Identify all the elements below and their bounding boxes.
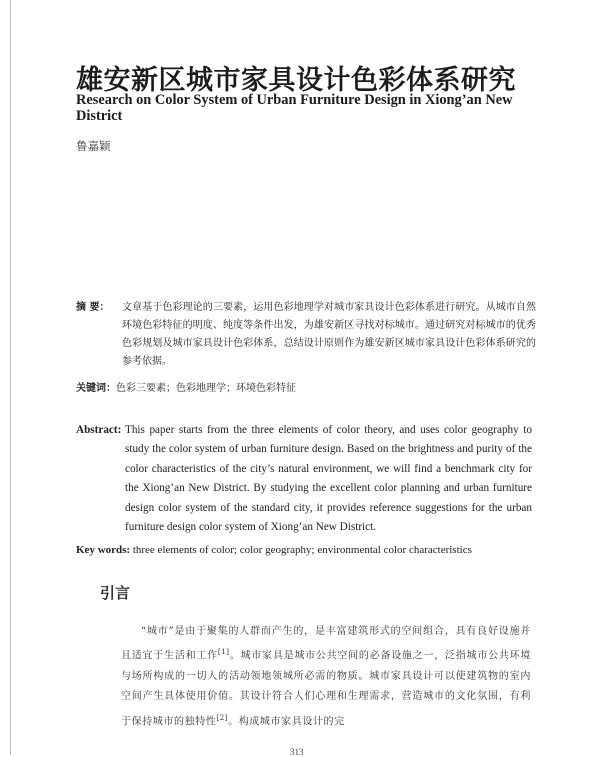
introduction-paragraph [121, 622, 531, 732]
keywords-english-text: three elements of color; color geography; environmental color characteristics [132, 544, 472, 556]
abstract-english [76, 421, 532, 537]
abstract-chinese [76, 299, 536, 371]
intro-text-part3: 。构成城市家具设计的完 [228, 715, 345, 727]
abstract-english-label: Abstract: [76, 424, 122, 436]
citation-ref-2: [2] [216, 713, 229, 722]
abstract-chinese-text: 文章基于色彩理论的三要素，运用色彩地理学对城市家具设计色彩体系进行研究。从城市自然环境色彩特征的明度、纯度等条件出发，为雄安新区寻找对标城市。通过研究对标城市的优秀色彩规划及城市家具设计色彩体系，总结设计原则作为雄安新区城市家具设计色彩体系研究的参考依据。 [122, 302, 536, 367]
abstract-chinese-label: 摘 要： [76, 302, 110, 313]
keywords-english [76, 542, 546, 558]
page-number: 313 [290, 747, 304, 757]
page-left-edge [10, 0, 11, 755]
title-chinese: 雄安新区城市家具设计色彩体系研究 [76, 65, 516, 96]
section-heading-introduction: 引言 [100, 584, 131, 602]
title-english: Research on Color System of Urban Furniture Design in Xiong’an New District [76, 92, 513, 124]
keywords-chinese-label: 关键词： [76, 383, 116, 394]
keywords-chinese-text: 色彩三要素；色彩地理学；环境色彩特征 [116, 383, 296, 394]
keywords-chinese [76, 380, 536, 398]
abstract-english-text: This paper starts from the three elements of color theory, and uses color geography to study the color system of urban furniture design. Based on the brightness and purity of the color characteristics of the city’s natural environment, we will find a benchmark city for the Xiong’an New District. By studying the excellent color planning and urban furniture design color system of the standard city, it provides reference suggestions for the urban furniture design color system of Xiong’an New District. [125, 424, 532, 534]
intro-text-part1: “城市”是由于聚集的人群而产生的，是丰富建筑形式的空间组合，具有良好设施并且适宜于生活和工作 [121, 626, 531, 662]
intro-text-part2: 。城市家具是城市公共空间的必备设施之一，泛指城市公共环境与场所构成的一切人的活动领地领城所必需的物质。城市家具设计可以使建筑物的室内空间产生具体使用价值。其设计符合人们心理和生理需求，营造城市的文化氛围，有利于保持城市的独特性 [121, 650, 531, 727]
keywords-english-label: Key words: [76, 544, 131, 556]
author-name: 鲁嘉颖 [76, 139, 111, 153]
citation-ref-1: [1] [217, 648, 230, 657]
